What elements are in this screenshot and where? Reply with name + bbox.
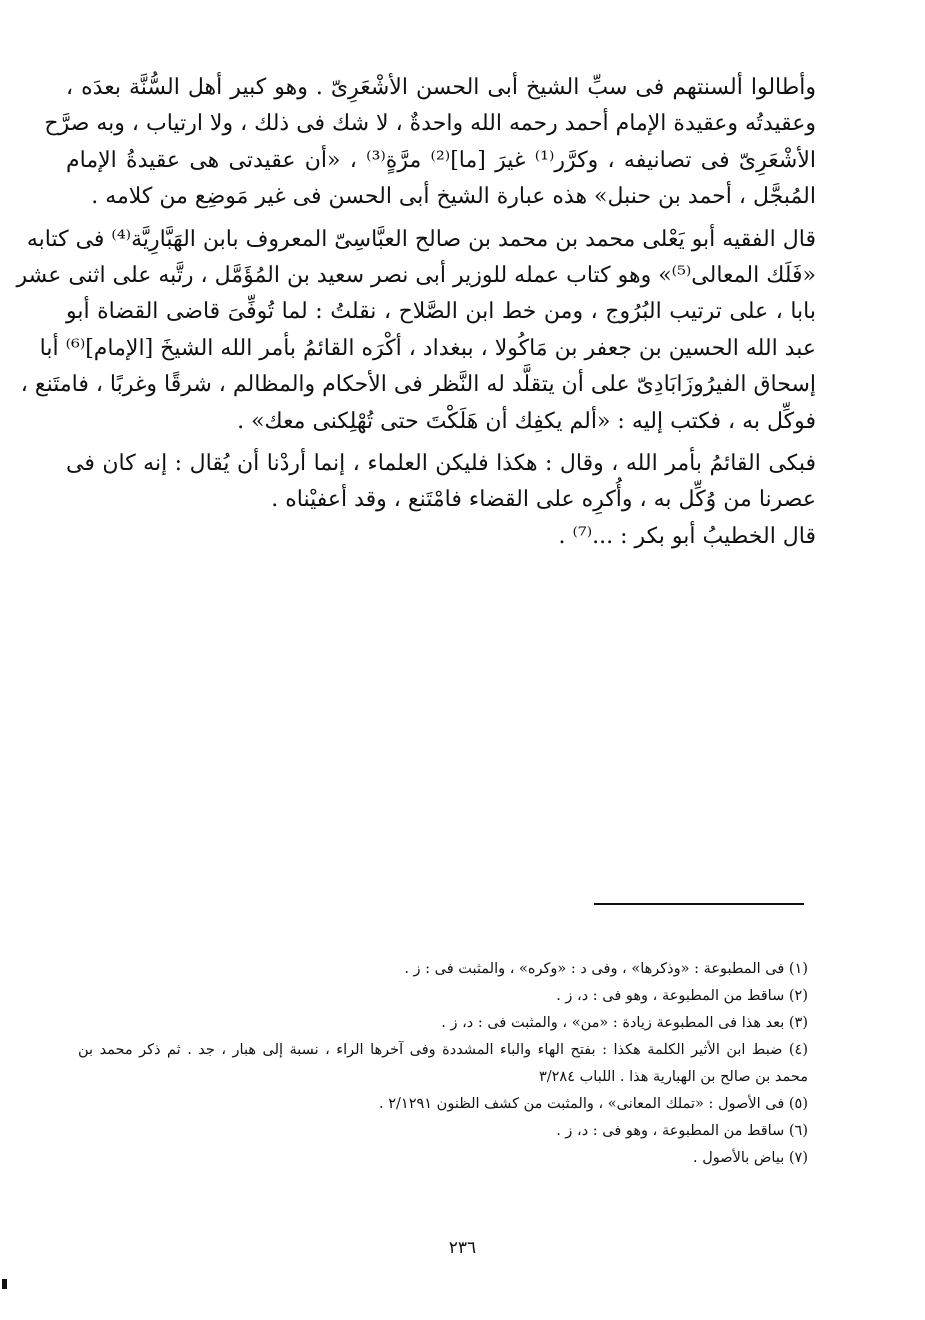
footnote: (٧) بياض بالأصول .	[693, 1150, 808, 1166]
page-number: ٢٣٦	[448, 1238, 477, 1258]
main-text	[16, 70, 816, 561]
paragraph	[44, 70, 816, 216]
text-line: فبكى القائمُ بأمر الله ، وقال : هكذا فليكن العلماء ، إنما أردْنا أن يُقال : إنه كان فى	[66, 451, 816, 477]
footnotes	[78, 956, 808, 1172]
text-line: عبد الله الحسين بن جعفر بن مَاكُولا ، ببغداد ، أكْرَه القائمُ بأمر الله الشيخَ [الإمام]⁽⁶⁾ أبا	[39, 335, 816, 361]
footnote: (٦) ساقط من المطبوعة ، وهو فى : د، ز .	[556, 1123, 808, 1139]
footnote: (٢) ساقط من المطبوعة ، وهو فى : د، ز .	[556, 988, 808, 1004]
footnote: (٤) ضبط ابن الأثير الكلمة هكذا : بفتح الهاء والباء المشددة وفى آخرها الراء ، نسبة إلى هبار ، جد . ثم ذكر محمد بن	[78, 1042, 808, 1058]
footnote-divider	[594, 903, 804, 905]
text-line: «فَلَك المعالى⁽⁵⁾» وهو كتاب عمله للوزير أبى نصر سعيد بن المُؤَمَّل ، رتَّبه على اثنى عشر	[16, 263, 816, 289]
footnote: (١) فى المطبوعة : «وذكرها» ، وفى د : «وكره» ، والمثبت فى : ز .	[404, 961, 808, 977]
text-line: إسحاق الفيرُوزَابَادِىّ على أن يتقلَّد له النَّظر فى الأحكام والمظالم ، شرقًا وغربًا ، فامتَنع ،	[20, 372, 816, 398]
text-line: فوكِّل به ، فكتب إليه : «ألم يكفِك أن هَلَكْتَ حتى تُهْلِكنى معك» .	[237, 408, 816, 434]
text-line: المُبجَّل ، أحمد بن حنبل» هذه عبارة الشيخ أبى الحسن فى غير مَوضِع من كلامه .	[91, 184, 816, 210]
text-line: عصرنا من وُكِّل به ، وأُكرِه على القضاء فامْتَنع ، وقد أعفيْناه .	[271, 487, 816, 513]
text-line: وأطالوا ألسنتهم فى سبِّ الشيخ أبى الحسن الأشْعَرِىّ . وهو كبير أهل السُّنَّة بعدَه ،	[66, 75, 816, 100]
text-line: قال الفقيه أبو يَعْلى محمد بن محمد بن صالح العبَّاسِىّ المعروف بابن الهَبَّارِيَّة⁽⁴⁾ فى كتابه	[26, 226, 816, 252]
text-line: وعقيدتُه وعقيدة الإمام أحمد رحمه الله واحدةٌ ، لا شك فى ذلك ، ولا ارتياب ، وبه صرَّح	[44, 111, 816, 137]
text-line: قال الخطيبُ أبو بكر : ...⁽⁷⁾ .	[558, 523, 816, 549]
footnote-continuation: محمد بن صالح بن الهبارية هذا . اللباب ٣/٢٨٤	[538, 1069, 808, 1085]
footnote: (٥) فى الأصول : «تملك المعانى» ، والمثبت من كشف الظنون ٢/١٢٩١ .	[379, 1096, 808, 1112]
paragraph	[16, 222, 816, 440]
text-line: الأشْعَرِىّ فى تصانيفه ، وكرَّر⁽¹⁾ غيرَ [ما]⁽²⁾ مرَّةٍ⁽³⁾ ، «أن عقيدتى هى عقيدةُ الإمام	[66, 147, 816, 173]
footnote: (٣) بعد هذا فى المطبوعة زيادة : «من» ، والمثبت فى : د، ز .	[441, 1015, 808, 1031]
paragraph	[66, 446, 816, 555]
scan-edge-mark	[2, 1279, 7, 1289]
text-line: بابا ، على ترتيب البُرُوج ، ومن خط ابن الصَّلاح ، نقلتُ : لما تُوفِّىَ قاضى القضاة أبو	[66, 299, 816, 325]
